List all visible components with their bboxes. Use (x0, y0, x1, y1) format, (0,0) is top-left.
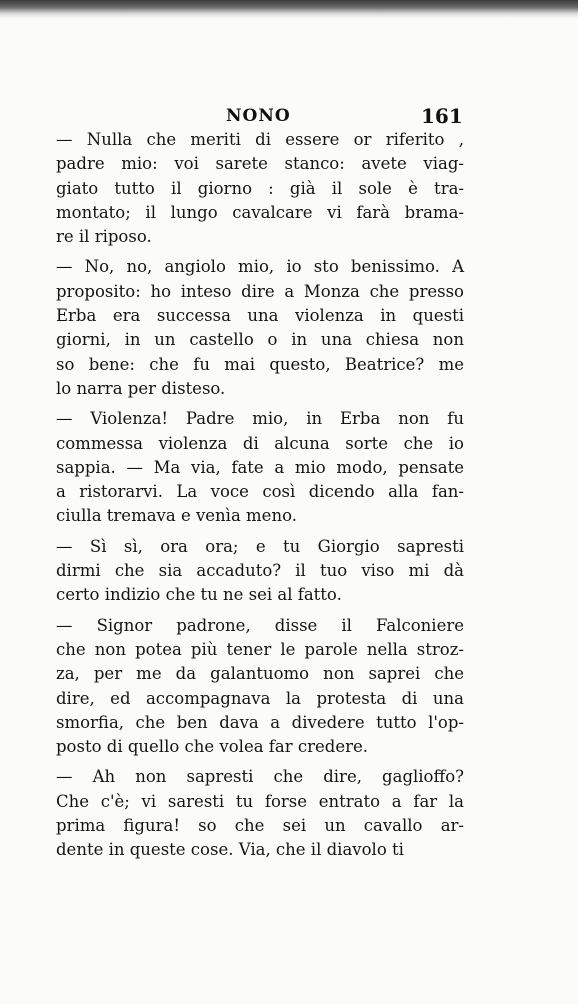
paragraph (56, 255, 464, 401)
text-line: Erba era successa una violenza in questi (56, 306, 464, 326)
text-line: za, per me da galantuomo non saprei che (56, 664, 464, 684)
text-line: — Signor padrone, disse il Falconiere (56, 615, 464, 635)
text-line: — Sì sì, ora ora; e tu Giorgio sapresti (56, 536, 464, 556)
text-line: — Ah non sapresti che dire, gaglioffo? (56, 767, 464, 787)
running-head: NONO (226, 106, 291, 126)
text-line: montato; il lungo cavalcare vi farà brama- (56, 202, 464, 222)
text-line: ciulla tremava e venìa meno. (56, 506, 297, 526)
page-top-edge-shadow (0, 0, 578, 18)
text-line: giato tutto il giorno : già il sole è tra- (56, 178, 464, 198)
text-line: re il riposo. (56, 227, 152, 247)
paragraph (56, 407, 464, 528)
text-line: proposito: ho inteso dire a Monza che presso (56, 281, 464, 301)
paragraph (56, 614, 464, 760)
text-line: — Nulla che meriti di essere or riferito , (56, 130, 464, 149)
text-line: smorfia, che ben dava a divedere tutto l'op- (56, 712, 464, 732)
text-line: dire, ed accompagnava la protesta di una (56, 688, 464, 708)
text-line: giorni, in un castello o in una chiesa non (56, 330, 464, 350)
text-line: a ristorarvi. La voce così dicendo alla fan- (56, 482, 464, 502)
text-line: padre mio: voi sarete stanco: avete viag- (56, 154, 464, 174)
text-line: dente in queste cose. Via, che il diavolo ti (56, 840, 404, 860)
paragraph (56, 765, 464, 862)
text-line: dirmi che sia accaduto? il tuo viso mi dà (56, 561, 464, 581)
paragraph (56, 128, 464, 249)
text-line: Che c'è; vi saresti tu forse entrato a far la (56, 791, 464, 811)
paragraph (56, 535, 464, 608)
text-line: commessa violenza di alcuna sorte che io (56, 433, 464, 453)
text-line: prima figura! so che sei un cavallo ar- (56, 816, 464, 836)
page-number: 161 (421, 104, 463, 128)
text-line: certo indizio che tu ne sei al fatto. (56, 585, 342, 605)
text-line: che non potea più tener le parole nella stroz- (56, 639, 464, 659)
text-line: — Violenza! Padre mio, in Erba non fu (56, 409, 464, 429)
body-text (56, 128, 464, 863)
text-line: lo narra per disteso. (56, 378, 226, 398)
text-line: so bene: che fu mai questo, Beatrice? me (56, 354, 464, 374)
text-line: — No, no, angiolo mio, io sto benissimo. A (56, 257, 464, 277)
text-line: posto di quello che volea far credere. (56, 737, 368, 757)
text-line: sappia. — Ma via, fate a mio modo, pensate (56, 457, 464, 477)
